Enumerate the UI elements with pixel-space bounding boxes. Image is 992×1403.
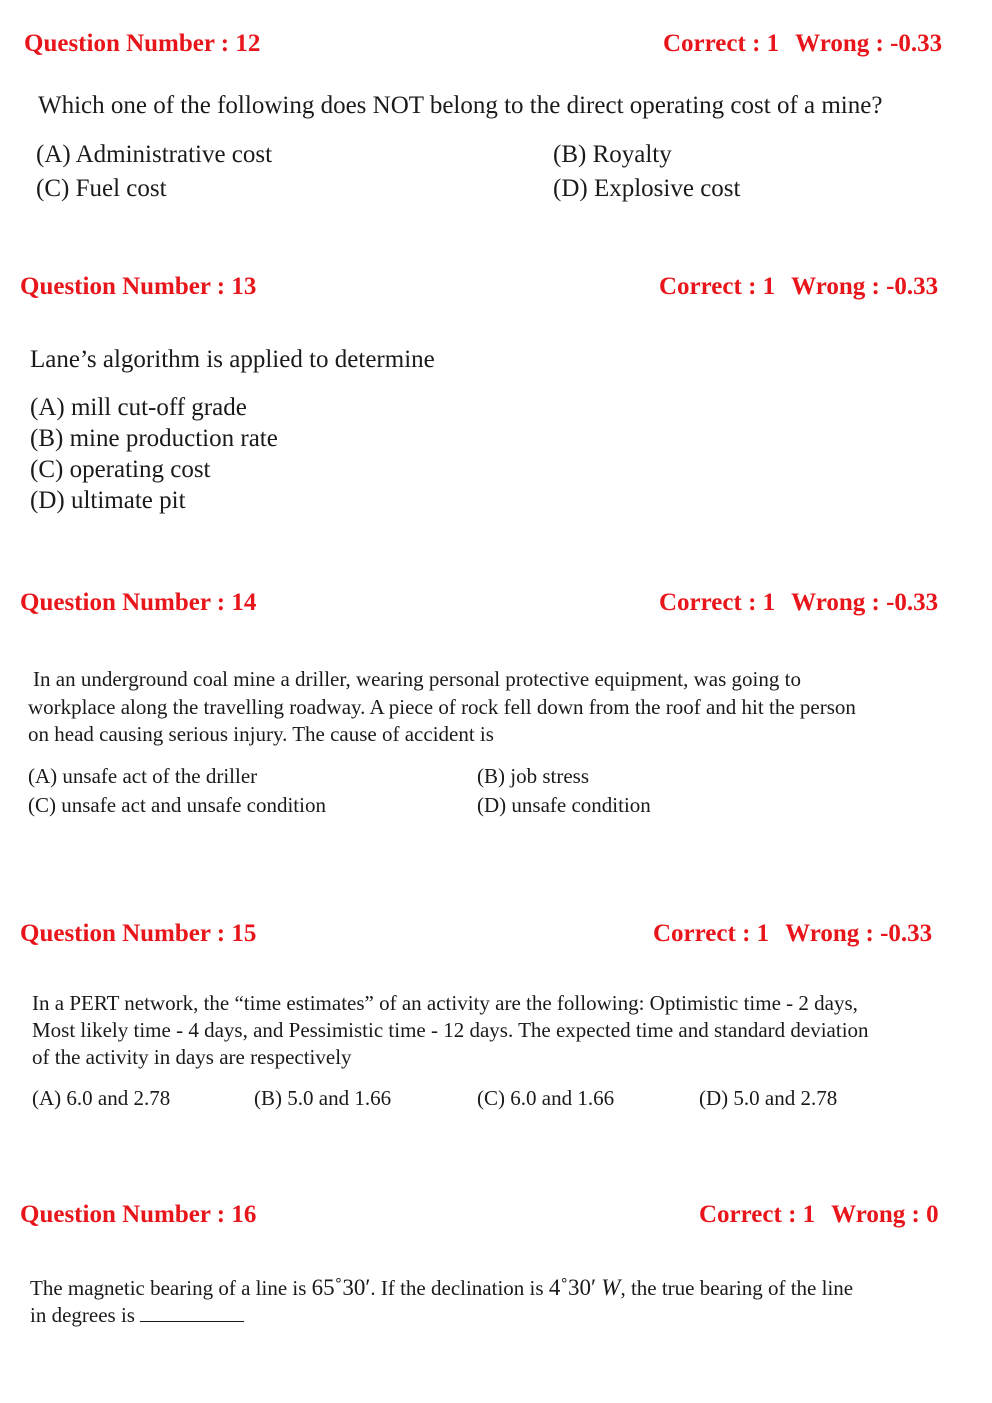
correct-marks: Correct : 1	[659, 273, 776, 300]
question-text-line-2: Most likely time - 4 days, and Pessimistic time - 12 days. The expected time and standard deviation	[32, 1018, 869, 1042]
marks-info	[699, 1201, 939, 1229]
marks-info	[659, 273, 938, 301]
question-text-part: . If the declination is	[370, 1276, 549, 1300]
question-text-line-2	[30, 1303, 244, 1328]
option-c: (C) unsafe act and unsafe condition	[28, 793, 326, 817]
option-d: (D) Explosive cost	[553, 175, 741, 202]
correct-marks: Correct : 1	[663, 30, 780, 57]
correct-marks: Correct : 1	[659, 589, 776, 616]
option-c: (C) Fuel cost	[36, 175, 167, 202]
correct-marks: Correct : 1	[699, 1201, 816, 1228]
option-a: (A) unsafe act of the driller	[28, 764, 258, 788]
option-b: (B) 5.0 and 1.66	[254, 1086, 392, 1110]
wrong-marks: Wrong : -0.33	[791, 273, 939, 300]
question-text-line-1: In a PERT network, the “time estimates” of an activity are the following: Optimistic time - 2 days,	[32, 991, 858, 1015]
option-b: (B) job stress	[477, 764, 589, 788]
question-number: Question Number : 13	[20, 273, 257, 300]
question-text-line-1: In an underground coal mine a driller, wearing personal protective equipment, was going to	[33, 667, 801, 691]
option-c: (C) 6.0 and 1.66	[477, 1086, 615, 1110]
wrong-marks: Wrong : -0.33	[785, 920, 933, 947]
question-text: Lane’s algorithm is applied to determine	[30, 346, 435, 373]
question-header-15	[0, 920, 992, 954]
wrong-marks: Wrong : 0	[831, 1201, 939, 1228]
question-text-line-1	[30, 1275, 853, 1301]
marks-info	[659, 589, 938, 617]
marks-info	[653, 920, 932, 948]
option-a: (A) Administrative cost	[36, 141, 273, 168]
question-number: Question Number : 16	[20, 1201, 257, 1228]
question-number: Question Number : 15	[20, 920, 257, 947]
wrong-marks: Wrong : -0.33	[791, 589, 939, 616]
question-text-line-3: of the activity in days are respectively	[32, 1045, 352, 1069]
option-b: (B) Royalty	[553, 141, 672, 168]
question-header-14	[0, 589, 992, 623]
question-text-part: in degrees is	[30, 1303, 135, 1327]
option-b: (B) mine production rate	[30, 425, 278, 452]
question-number: Question Number : 12	[24, 30, 261, 57]
question-header-13	[0, 273, 992, 307]
option-d: (D) ultimate pit	[30, 487, 186, 514]
correct-marks: Correct : 1	[653, 920, 770, 947]
question-text-line-2: workplace along the travelling roadway. A piece of rock fell down from the roof and hit the person	[28, 695, 856, 719]
question-text-part: The magnetic bearing of a line is	[30, 1276, 312, 1300]
question-number: Question Number : 14	[20, 589, 257, 616]
marks-info	[663, 30, 942, 58]
question-header-12	[0, 30, 992, 64]
declination-direction: W	[601, 1275, 621, 1300]
option-c: (C) operating cost	[30, 456, 211, 483]
wrong-marks: Wrong : -0.33	[795, 30, 943, 57]
question-text-part: , the true bearing of the line	[620, 1276, 854, 1300]
question-text: Which one of the following does NOT belong to the direct operating cost of a mine?	[38, 92, 883, 119]
option-d: (D) unsafe condition	[477, 793, 651, 817]
option-a: (A) mill cut-off grade	[30, 394, 247, 421]
magnetic-bearing-value: 65˚30′	[311, 1275, 371, 1300]
option-d: (D) 5.0 and 2.78	[699, 1086, 838, 1110]
option-a: (A) 6.0 and 2.78	[32, 1086, 171, 1110]
question-text-line-3: on head causing serious injury. The cause of accident is	[28, 722, 494, 746]
declination-value: 4˚30′	[548, 1275, 597, 1300]
question-header-16	[0, 1201, 992, 1235]
answer-blank[interactable]	[140, 1303, 244, 1322]
